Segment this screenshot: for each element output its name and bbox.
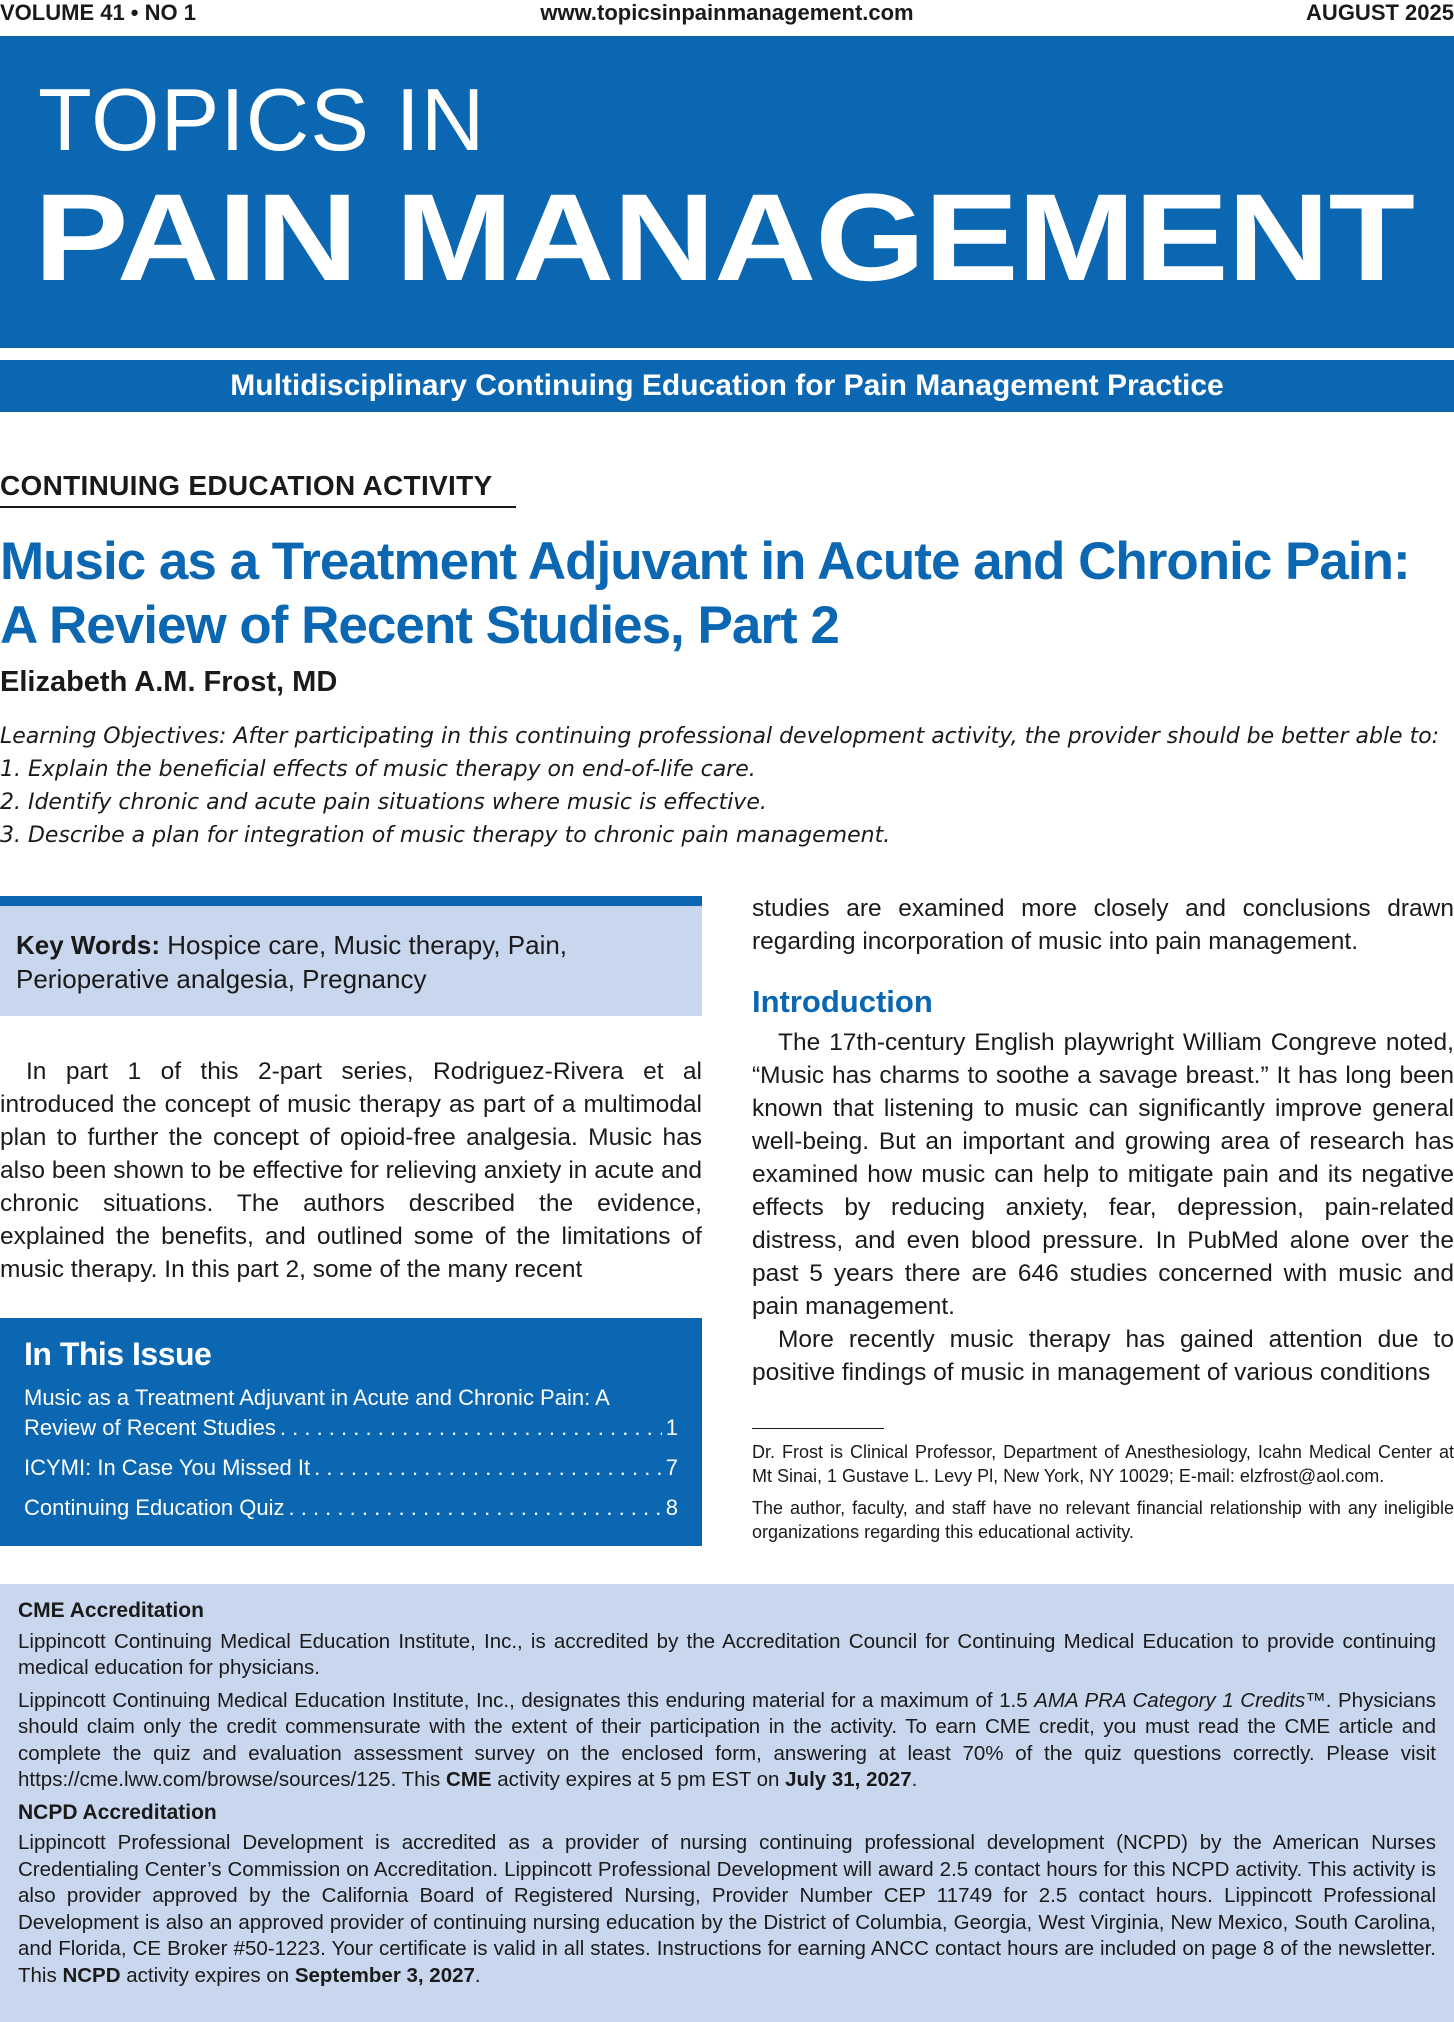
keywords-label: Key Words: — [16, 930, 160, 960]
ncpd-paragraph — [18, 1830, 1436, 1989]
credit-name: AMA PRA Category 1 Credits — [1034, 1688, 1306, 1712]
toc-item-page: 8 — [665, 1495, 678, 1520]
accreditation-box — [0, 1584, 1454, 2022]
toc-item[interactable] — [24, 1453, 678, 1483]
masthead-title-line1: TOPICS IN — [38, 70, 486, 169]
body-paragraph: studies are examined more closely and conclusions drawn regarding incorporation of music into pain management. — [752, 895, 1454, 955]
introduction-heading: Introduction — [752, 984, 933, 1019]
cme-bold: CME — [446, 1768, 492, 1791]
body-right-continuation — [752, 892, 1454, 958]
cme-accreditation-heading: CME Accreditation — [18, 1599, 204, 1622]
body-left-column — [0, 1055, 702, 1286]
issue-date: AUGUST 2025 — [1306, 0, 1454, 25]
body-right-column — [752, 1026, 1454, 1389]
toc-item-title-line: Music as a Treatment Adjuvant in Acute and Chronic Pain: A — [24, 1385, 610, 1410]
disclosure-statement: The author, faculty, and staff have no relevant financial relationship with any ineligible organizations regarding this educational activity. — [752, 1498, 1454, 1542]
toc-leader-dots — [289, 1493, 662, 1523]
article-title — [0, 530, 1440, 658]
volume-number: VOLUME 41 • NO 1 — [0, 0, 196, 25]
cme-paragraph: Lippincott Continuing Medical Education Institute, Inc., is accredited by the Accreditation Council for Continuing Medical Education to provide continuing medical education for physicians. — [18, 1629, 1436, 1679]
toc-item-title: ICYMI: In Case You Missed It — [24, 1455, 311, 1480]
objectives-intro: Learning Objectives: After participating in this continuing professional development activity, the provider should be better able to: — [0, 724, 1440, 749]
cme-expiry-date: July 31, 2027 — [785, 1768, 912, 1791]
article-author: Elizabeth A.M. Frost, MD — [0, 666, 338, 698]
header-strip — [0, 0, 1454, 30]
article-title-line1: Music as a Treatment Adjuvant in Acute and Chronic Pain: — [0, 532, 1410, 591]
toc-item-title: Review of Recent Studies — [24, 1415, 276, 1440]
masthead-subtitle: Multidisciplinary Continuing Education for Pain Management Practice — [0, 360, 1454, 412]
ncpd-text: Lippincott Professional Development is accredited as a provider of nursing continuing professional development (NCPD) by the American Nurses Credentialing Center’s Commission on Accreditation. Lippincott Professional Development will award 2.5 contact hours for this NCPD activity. This activity is also provider approved by the California Board of Registered Nursing, Provider Number CEP 11749 for 2.5 contact hours. Lippincott Professional Development is also an approved provider of continuing nursing education by the District of Columbia, Georgia, West Virginia, New Mexico, South Carolina, and Florida, CE Broker #50-1223. Your certificate is valid in all states. Instructions for earning ANCC contact hours are included on page 8 of the newsletter. This — [18, 1831, 1436, 1987]
toc-leader-dots — [280, 1413, 662, 1443]
objective-item: 2. Identify chronic and acute pain situations where music is effective. — [0, 790, 767, 815]
article-title-line2: A Review of Recent Studies, Part 2 — [0, 596, 839, 655]
keywords-text: Hospice care, Music therapy, Pain, Perioperative analgesia, Pregnancy — [16, 930, 568, 994]
footnote — [752, 1440, 1454, 1552]
in-this-issue-heading: In This Issue — [24, 1336, 212, 1372]
ncpd-text: . — [474, 1963, 481, 1987]
cme-text: activity expires at 5 pm EST on — [491, 1768, 786, 1791]
cme-text: . — [911, 1768, 918, 1791]
learning-objectives — [0, 720, 1440, 852]
cme-text: Physicians should claim only the credit commensurate with the extent of their participation in the activity. To earn CME credit, you must read the CME article and complete the quiz and evaluation assessment survey on the enclosed form, answering at least 70% of the quiz questions correctly. Please visit https://cme.lww.com/browse/sources/125. This — [18, 1688, 1436, 1791]
body-paragraph: The 17th-century English playwright William Congreve noted, “Music has charms to soothe a savage breast.” It has long been known that listening to music can significantly improve general well-being. But an important and growing area of research has examined how music can help to mitigate pain and its negative effects by reducing anxiety, fear, depression, pain-related distress, and even blood pressure. In PubMed alone over the past 5 years there are 646 studies concerned with music and pain management. — [752, 1029, 1454, 1320]
ncpd-expiry-date: September 3, 2027 — [294, 1963, 475, 1987]
ncpd-accreditation-heading: NCPD Accreditation — [18, 1800, 217, 1824]
ncpd-bold: NCPD — [62, 1963, 121, 1987]
keywords-box — [0, 896, 702, 1016]
footnote-divider — [752, 1428, 884, 1429]
body-paragraph: More recently music therapy has gained attention due to positive findings of music in management of various conditions — [752, 1326, 1454, 1386]
masthead — [0, 36, 1454, 348]
objective-item: 1. Explain the beneficial effects of music therapy on end-of-life care. — [0, 757, 756, 782]
toc-item-title: Continuing Education Quiz — [24, 1495, 285, 1520]
toc-item[interactable] — [24, 1383, 678, 1443]
toc-item-page: 7 — [665, 1455, 678, 1480]
toc-leader-dots — [314, 1453, 662, 1483]
cme-text: Lippincott Continuing Medical Education Institute, Inc., designates this enduring material for a maximum of 1.5 — [18, 1688, 1035, 1712]
toc-item[interactable] — [24, 1493, 678, 1523]
cme-text: ™. — [1305, 1688, 1332, 1712]
in-this-issue-box — [0, 1318, 702, 1546]
masthead-title-line2: PAIN MANAGEMENT — [34, 169, 1414, 307]
section-label: CONTINUING EDUCATION ACTIVITY — [0, 470, 516, 508]
ncpd-text: activity expires on — [120, 1963, 295, 1987]
website-url[interactable]: www.topicsinpainmanagement.com — [540, 0, 914, 25]
objective-item: 3. Describe a plan for integration of music therapy to chronic pain management. — [0, 823, 891, 848]
body-paragraph: In part 1 of this 2-part series, Rodriguez-Rivera et al introduced the concept of music therapy as part of a multimodal plan to further the concept of opioid-free analgesia. Music has also been shown to be effective for relieving anxiety in acute and chronic situations. The authors described the evidence, explained the benefits, and outlined some of the limitations of music therapy. In this part 2, some of the many recent — [0, 1058, 702, 1283]
cme-paragraph — [18, 1688, 1436, 1794]
toc-item-page: 1 — [665, 1415, 678, 1440]
author-affiliation: Dr. Frost is Clinical Professor, Department of Anesthesiology, Icahn Medical Center at Mt Sinai, 1 Gustave L. Levy Pl, New York, NY 10029; E-mail: elzfrost@aol.com. — [752, 1442, 1454, 1486]
